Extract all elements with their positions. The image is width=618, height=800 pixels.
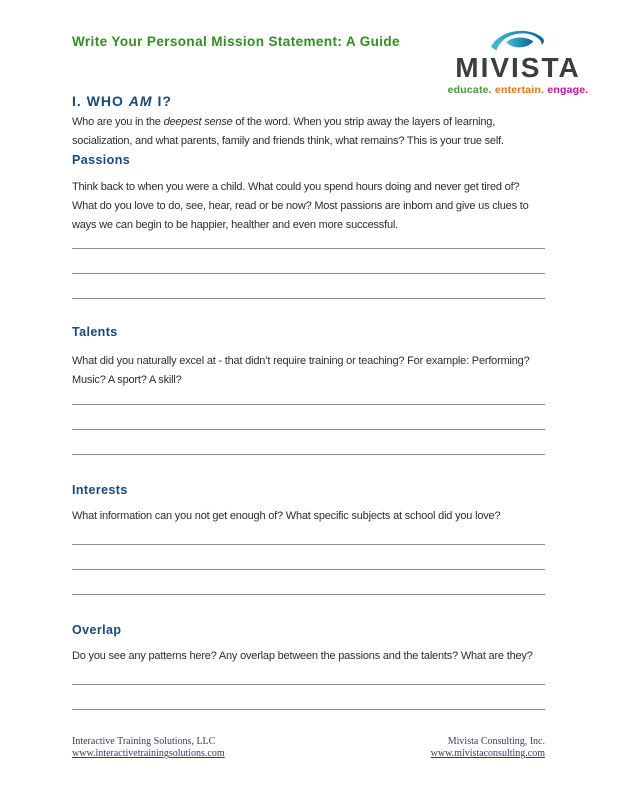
write-in-line (72, 684, 545, 685)
tagline-engage: engage. (547, 84, 589, 96)
eye-icon (489, 28, 547, 55)
footer-left-link[interactable]: www.interactivetrainingsolutions.com (72, 748, 225, 759)
passions-paragraph: Think back to when you were a child. What could you spend hours doing and never get tired of? What do you love to do, see, hear, read or be now? Most passions are inborn and give us clues to ways we can begin to be happier, healther and even more successful. (72, 181, 529, 231)
write-in-line (72, 709, 545, 710)
logo-brand-text: MIVISTA (455, 52, 581, 83)
worksheet-content (72, 94, 545, 760)
write-in-line (72, 298, 545, 299)
paragraph-text-part: of the word. When you strip away the layers of learning, socialization, and what parents, family and friends think, what remains? This is your true self. (72, 116, 504, 147)
write-in-line (72, 404, 545, 405)
write-in-line (72, 429, 545, 430)
who-am-i-paragraph (72, 113, 545, 151)
interests-write-in-lines (72, 544, 545, 595)
footer-right-company: Mivista Consulting, Inc. (447, 736, 545, 747)
tagline-entertain: entertain. (494, 84, 545, 96)
overlap-paragraph: Do you see any patterns here? Any overlap between the passions and the talents? What are they? (72, 650, 533, 662)
page-title: Write Your Personal Mission Statement: A Guide (72, 34, 400, 49)
section-heading-talents: Talents (72, 325, 118, 339)
footer-left-column (72, 736, 225, 760)
write-in-line (72, 248, 545, 249)
tagline-educate: educate. (447, 84, 492, 96)
heading-text-part: I? (152, 93, 172, 109)
write-in-line (72, 544, 545, 545)
paragraph-text-part: Who are you in the (72, 116, 164, 128)
section-heading-who-am-i (72, 94, 545, 108)
write-in-line (72, 273, 545, 274)
heading-italic-part: AM (128, 93, 153, 109)
footer-left-company: Interactive Training Solutions, LLC (72, 736, 216, 747)
write-in-line (72, 594, 545, 595)
footer-right-link[interactable]: www.mivistaconsulting.com (430, 748, 545, 759)
heading-text-part: I. WHO (72, 93, 129, 109)
write-in-line (72, 569, 545, 570)
interests-paragraph: What information can you not get enough of? What specific subjects at school did you love? (72, 510, 501, 522)
talents-paragraph: What did you naturally excel at - that didn’t require training or teaching? For example: Performing? Music? A sport? A skill? (72, 355, 530, 386)
page-footer (72, 736, 545, 760)
section-heading-interests: Interests (72, 483, 128, 497)
mivista-logo (436, 28, 600, 96)
footer-right-column (431, 736, 545, 760)
talents-write-in-lines (72, 404, 545, 455)
paragraph-italic-part: deepest sense (163, 116, 233, 128)
overlap-write-in-lines (72, 684, 545, 710)
section-heading-passions: Passions (72, 153, 131, 167)
passions-write-in-lines (72, 248, 545, 299)
section-heading-overlap: Overlap (72, 623, 122, 637)
write-in-line (72, 454, 545, 455)
